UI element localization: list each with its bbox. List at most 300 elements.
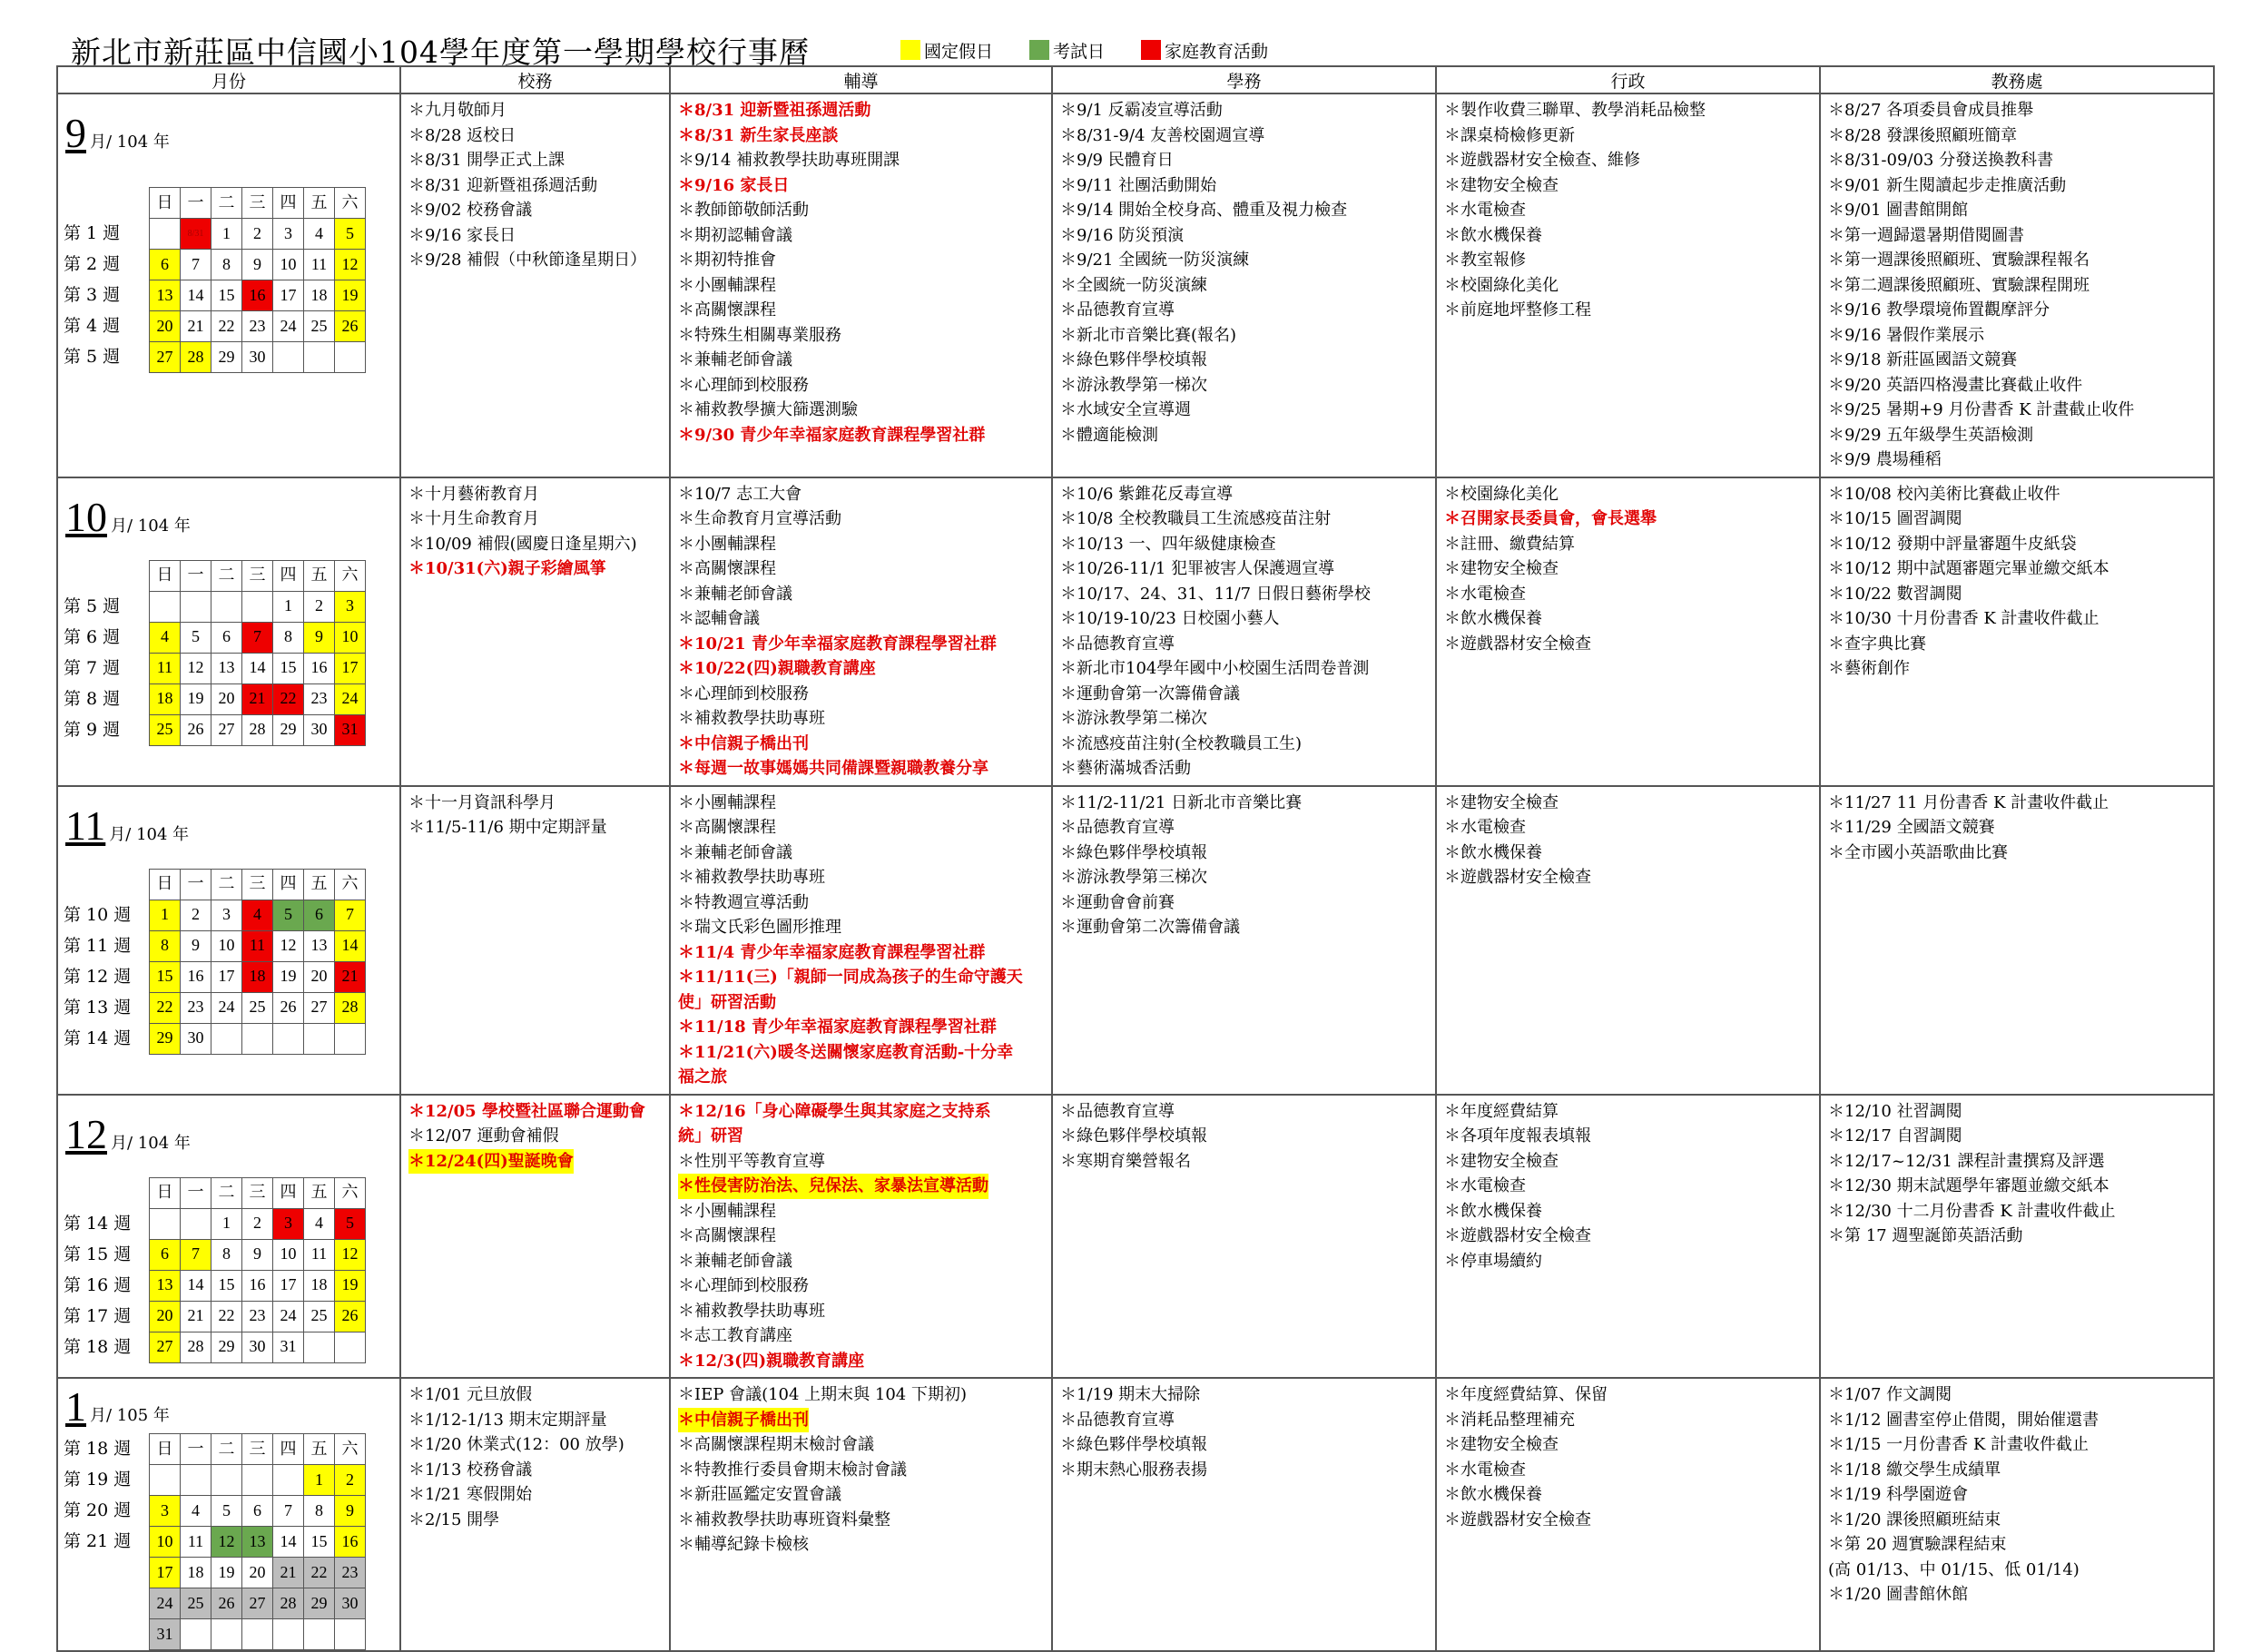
day-cell: 17 — [273, 1270, 304, 1301]
day-cell: 22 — [211, 311, 242, 342]
day-cell: 8 — [273, 622, 304, 653]
day-cell: 14 — [181, 280, 211, 311]
academic-affairs-cell — [1820, 786, 2214, 1095]
week-label: 第 10 週 — [64, 904, 132, 925]
event-item: ＊運動會第一次籌備會議 — [1060, 683, 1240, 703]
day-cell: 15 — [211, 280, 242, 311]
event-item: ＊藝術滿城香活動 — [1060, 759, 1191, 778]
month-row — [57, 477, 2214, 786]
day-cell: 30 — [335, 1588, 366, 1619]
day-cell: 15 — [304, 1527, 335, 1558]
day-cell: 12 — [335, 1239, 366, 1270]
event-item: ＊藝術創作 — [1828, 659, 1910, 678]
event-item: ＊期末熱心服務表揚 — [1060, 1460, 1207, 1480]
event-item: ＊10/7 志工大會 — [678, 484, 802, 504]
weekday-cell: 一 — [181, 1434, 211, 1465]
day-cell — [242, 1023, 273, 1054]
event-item: ＊9/9 農場種稻 — [1828, 450, 1942, 469]
day-cell: 5 — [273, 900, 304, 930]
event-item: ＊游泳教學第二梯次 — [1060, 709, 1207, 728]
mini-calendar — [64, 187, 399, 373]
week-row — [150, 1332, 366, 1362]
administration-cell — [1436, 786, 1820, 1095]
day-cell — [181, 591, 211, 622]
event-item: ＊兼輔老師會議 — [678, 842, 792, 862]
week-label: 第 6 週 — [64, 626, 121, 647]
event-item: ＊高關懷課程 — [678, 559, 776, 578]
event-item: ＊綠色夥伴學校填報 — [1060, 1126, 1207, 1146]
event-item: ＊遊戲器材安全檢查 — [1444, 634, 1591, 654]
event-item: ＊心理師到校服務 — [678, 375, 809, 395]
day-cell: 10 — [150, 1527, 181, 1558]
day-cell: 23 — [242, 1301, 273, 1332]
day-cell: 18 — [150, 683, 181, 714]
legend-label: 考試日 — [1053, 41, 1106, 62]
day-cell: 11 — [304, 1239, 335, 1270]
month-year-label: 月/ 104 年 — [111, 516, 191, 536]
event-item: 使」研習活動 — [678, 992, 776, 1012]
day-cell: 14 — [273, 1527, 304, 1558]
day-cell: 6 — [150, 250, 181, 280]
week-labels — [64, 187, 149, 373]
event-item: ＊補救教學擴大篩選測驗 — [678, 400, 858, 419]
week-row — [150, 1301, 366, 1332]
day-cell: 8/31 — [181, 219, 211, 250]
month-cell — [57, 93, 400, 477]
event-item: ＊1/12 圖書室停止借閱，開始催還書 — [1828, 1410, 2100, 1430]
day-cell — [304, 1023, 335, 1054]
event-item: ＊消耗品整理補充 — [1444, 1410, 1575, 1430]
academic-affairs-cell — [1820, 1378, 2214, 1651]
week-row — [150, 1023, 366, 1054]
day-cell: 23 — [335, 1558, 366, 1588]
week-row — [150, 591, 366, 622]
event-item: ＊8/28 發課後照顧班簡章 — [1828, 125, 2018, 145]
day-cell: 28 — [181, 1332, 211, 1362]
event-item: ＊製作收費三聯單、教學消耗品檢整 — [1444, 101, 1706, 120]
event-item: ＊10/12 發期中評量審題牛皮紙袋 — [1828, 534, 2077, 554]
week-row — [150, 1588, 366, 1619]
event-item: ＊10/6 紫錐花反毒宣導 — [1060, 484, 1234, 504]
event-item: ＊期初認輔會議 — [678, 225, 792, 245]
week-row — [150, 1527, 366, 1558]
weekday-cell: 四 — [273, 560, 304, 591]
week-row — [150, 930, 366, 961]
day-cell: 6 — [304, 900, 335, 930]
event-item: ＊第 17 週聖誕節英語活動 — [1828, 1226, 2023, 1245]
event-item: ＊期初特推會 — [678, 251, 776, 270]
event-item: ＊十月生命教育月 — [408, 509, 539, 528]
event-item: ＊水電檢查 — [1444, 818, 1526, 837]
event-item: ＊全市國小英語歌曲比賽 — [1828, 842, 2008, 862]
event-item: ＊飲水機保養 — [1444, 842, 1542, 862]
week-row — [150, 683, 366, 714]
weekday-cell: 三 — [242, 1177, 273, 1208]
day-cell: 11 — [181, 1527, 211, 1558]
month-header — [65, 495, 399, 540]
header-academic-affairs: 教務處 — [1820, 66, 2214, 93]
weekday-cell: 日 — [150, 869, 181, 900]
day-cell: 7 — [273, 1496, 304, 1527]
event-item: ＊9/16 家長日 — [408, 225, 516, 245]
event-item: ＊志工教育講座 — [678, 1326, 792, 1345]
day-cell: 10 — [211, 930, 242, 961]
academic-affairs-cell — [1820, 1095, 2214, 1379]
event-item: ＊高關懷課程期末檢討會議 — [678, 1435, 874, 1454]
event-item: ＊輔導紀錄卡檢核 — [678, 1535, 809, 1554]
day-cell: 14 — [242, 653, 273, 683]
day-cell: 13 — [150, 1270, 181, 1301]
event-item: ＊1/20 圖書館休館 — [1828, 1585, 1969, 1604]
day-cell: 24 — [335, 683, 366, 714]
month-row — [57, 93, 2214, 477]
event-item: ＊十月藝術教育月 — [408, 484, 539, 504]
event-item: ＊9/21 全國統一防災演練 — [1060, 251, 1250, 270]
day-cell — [242, 1465, 273, 1496]
event-item: ＊11/21(六)暖冬送關懷家庭教育活動-十分幸 — [678, 1042, 1014, 1062]
day-cell: 27 — [150, 342, 181, 373]
event-item: ＊停車場續約 — [1444, 1251, 1542, 1271]
weekday-cell: 二 — [211, 1434, 242, 1465]
event-item: ＊10/08 校內美術比賽截止收件 — [1828, 484, 2060, 504]
calendar-table — [56, 65, 2215, 1652]
event-item: (高 01/13、中 01/15、低 01/14) — [1828, 1559, 2080, 1579]
day-cell: 30 — [242, 1332, 273, 1362]
day-cell — [273, 1023, 304, 1054]
day-cell: 26 — [335, 311, 366, 342]
week-labels — [64, 1433, 149, 1650]
event-item: ＊12/05 學校暨社區聯合運動會 — [408, 1101, 645, 1121]
day-cell: 20 — [150, 1301, 181, 1332]
event-item: ＊全國統一防災演練 — [1060, 275, 1207, 295]
day-cell: 31 — [335, 714, 366, 745]
weekday-header — [150, 1434, 366, 1465]
event-item: ＊11/4 青少年幸福家庭教育課程學習社群 — [678, 942, 986, 962]
week-row — [150, 1208, 366, 1239]
day-cell — [211, 1023, 242, 1054]
event-item: ＊11/18 青少年幸福家庭教育課程學習社群 — [678, 1018, 997, 1037]
day-cell — [150, 219, 181, 250]
day-cell: 30 — [304, 714, 335, 745]
weekday-cell: 四 — [273, 869, 304, 900]
week-label: 第 5 週 — [64, 595, 121, 616]
week-label: 第 8 週 — [64, 688, 121, 709]
legend-swatch — [900, 40, 920, 60]
day-cell: 2 — [304, 591, 335, 622]
event-item: ＊1/19 期末大掃除 — [1060, 1385, 1201, 1404]
event-item: ＊補救教學扶助專班 — [678, 1301, 825, 1321]
event-item: ＊認輔會議 — [678, 609, 760, 628]
day-cell: 26 — [335, 1301, 366, 1332]
event-item: 福之旅 — [678, 1067, 727, 1087]
weekday-cell: 日 — [150, 560, 181, 591]
event-item: ＊游泳教學第一梯次 — [1060, 375, 1207, 395]
day-cell: 13 — [211, 653, 242, 683]
week-row — [150, 280, 366, 311]
event-item: ＊流感疫苗注射(全校教職員工生) — [1060, 733, 1303, 753]
mini-calendar-grid — [149, 1433, 366, 1650]
day-cell: 11 — [242, 930, 273, 961]
weekday-cell: 五 — [304, 1434, 335, 1465]
day-cell: 7 — [181, 1239, 211, 1270]
event-item: ＊第一週課後照顧班、實驗課程報名 — [1828, 251, 2090, 270]
day-cell — [150, 1465, 181, 1496]
event-item: ＊游泳教學第三梯次 — [1060, 868, 1207, 887]
weekday-cell: 五 — [304, 560, 335, 591]
administration-cell — [1436, 477, 1820, 786]
event-item: ＊建物安全檢查 — [1444, 1151, 1559, 1171]
event-item: ＊年度經費結算、保留 — [1444, 1385, 1608, 1404]
week-label: 第 9 週 — [64, 719, 121, 740]
day-cell: 16 — [242, 280, 273, 311]
day-cell: 5 — [335, 1208, 366, 1239]
event-item: ＊1/07 作文調閱 — [1828, 1385, 1952, 1404]
event-item: ＊水電檢查 — [1444, 1460, 1526, 1480]
event-item: ＊水電檢查 — [1444, 584, 1526, 604]
event-item: ＊2/15 開學 — [408, 1509, 500, 1529]
day-cell: 29 — [150, 1023, 181, 1054]
day-cell: 19 — [335, 1270, 366, 1301]
week-row — [150, 250, 366, 280]
weekday-cell: 五 — [304, 869, 335, 900]
day-cell: 8 — [304, 1496, 335, 1527]
day-cell: 27 — [242, 1588, 273, 1619]
event-item: ＊中信親子橋出刊 — [678, 733, 809, 753]
event-item: ＊品德教育宣導 — [1060, 1101, 1175, 1121]
event-item: ＊9/16 暑假作業展示 — [1828, 325, 1985, 345]
week-row — [150, 1239, 366, 1270]
event-item: ＊1/18 繳交學生成績單 — [1828, 1460, 2001, 1480]
event-item: ＊9/11 社團活動開始 — [1060, 175, 1217, 195]
week-row — [150, 219, 366, 250]
counseling-cell — [670, 1378, 1052, 1651]
day-cell: 14 — [181, 1270, 211, 1301]
event-item: ＊11/2-11/21 日新北市音樂比賽 — [1060, 792, 1303, 812]
counseling-cell — [670, 93, 1052, 477]
day-cell: 30 — [242, 342, 273, 373]
week-label-spacer — [64, 187, 149, 218]
month-header — [65, 803, 399, 849]
day-cell: 8 — [211, 1239, 242, 1270]
event-item: ＊品德教育宣導 — [1060, 1410, 1175, 1430]
event-item: ＊11/11(三)「親師一同成為孩子的生命守護天 — [678, 968, 1023, 987]
event-item: ＊課桌椅檢修更新 — [1444, 125, 1575, 145]
school-affairs-cell — [400, 1378, 670, 1651]
day-cell — [211, 1619, 242, 1650]
event-item: ＊新莊區鑑定安置會議 — [678, 1485, 841, 1504]
event-item: ＊特教週宣導活動 — [678, 892, 809, 912]
weekday-cell: 一 — [181, 560, 211, 591]
event-item: ＊性侵害防治法、兒保法、家暴法宣導活動 — [678, 1174, 988, 1199]
day-cell: 1 — [150, 900, 181, 930]
week-label: 第 12 週 — [64, 966, 132, 987]
event-item: ＊心理師到校服務 — [678, 1276, 809, 1295]
day-cell — [335, 342, 366, 373]
student-affairs-cell — [1052, 477, 1436, 786]
day-cell: 21 — [335, 961, 366, 992]
event-item: ＊12/24(四)聖誕晚會 — [408, 1149, 574, 1175]
administration-cell — [1436, 1095, 1820, 1379]
event-item: ＊召開家長委員會，會長選舉 — [1444, 509, 1657, 528]
event-item: ＊體適能檢測 — [1060, 425, 1158, 445]
day-cell: 27 — [211, 714, 242, 745]
event-item: ＊12/17~12/31 課程計畫撰寫及評選 — [1828, 1151, 2105, 1171]
day-cell: 25 — [304, 1301, 335, 1332]
mini-calendar-grid — [149, 187, 366, 373]
event-item: ＊查字典比賽 — [1828, 634, 1926, 654]
day-cell: 6 — [242, 1496, 273, 1527]
event-item: ＊性別平等教育宣導 — [678, 1151, 825, 1171]
month-row — [57, 1378, 2214, 1651]
event-item: ＊9/01 圖書館開館 — [1828, 201, 1969, 220]
weekday-cell: 三 — [242, 560, 273, 591]
event-item: ＊高關懷課程 — [678, 300, 776, 320]
school-affairs-cell — [400, 93, 670, 477]
event-item: ＊遊戲器材安全檢查 — [1444, 1509, 1591, 1529]
event-item: ＊補救教學扶助專班 — [678, 709, 825, 728]
month-year-label: 月/ 105 年 — [90, 1406, 170, 1425]
month-cell — [57, 786, 400, 1095]
week-label: 第 16 週 — [64, 1274, 132, 1295]
day-cell: 7 — [242, 622, 273, 653]
month-row — [57, 786, 2214, 1095]
event-item: ＊建物安全檢查 — [1444, 792, 1559, 812]
event-item: ＊品德教育宣導 — [1060, 634, 1175, 654]
week-label-spacer — [64, 1177, 149, 1208]
week-row — [150, 900, 366, 930]
weekday-cell: 六 — [335, 1177, 366, 1208]
day-cell: 12 — [335, 250, 366, 280]
weekday-cell: 二 — [211, 560, 242, 591]
day-cell: 18 — [304, 280, 335, 311]
event-item: ＊1/20 休業式(12：00 放學) — [408, 1435, 624, 1454]
event-item: ＊第 20 週實驗課程結束 — [1828, 1535, 2007, 1554]
weekday-cell: 一 — [181, 1177, 211, 1208]
event-item: ＊飲水機保養 — [1444, 609, 1542, 628]
day-cell: 16 — [181, 961, 211, 992]
event-item: ＊12/10 社習調閱 — [1828, 1101, 1962, 1121]
event-item: ＊9/20 英語四格漫畫比賽截止收件 — [1828, 375, 2083, 395]
day-cell: 25 — [304, 311, 335, 342]
event-item: ＊10/13 一、四年級健康檢查 — [1060, 534, 1276, 554]
day-cell: 21 — [181, 1301, 211, 1332]
event-item: ＊校園綠化美化 — [1444, 484, 1559, 504]
week-label: 第 3 週 — [64, 285, 121, 305]
event-item: ＊9/30 青少年幸福家庭教育課程學習社群 — [678, 425, 986, 445]
day-cell: 7 — [335, 900, 366, 930]
day-cell: 15 — [150, 961, 181, 992]
school-affairs-cell — [400, 477, 670, 786]
event-item: ＊8/31 新生家長座談 — [678, 125, 839, 145]
event-item: ＊10/30 十月份書香 K 計畫收件截止 — [1828, 609, 2100, 628]
event-item: ＊年度經費結算 — [1444, 1101, 1559, 1121]
event-item: ＊小團輔課程 — [678, 1201, 776, 1221]
day-cell: 3 — [273, 1208, 304, 1239]
day-cell: 29 — [211, 1332, 242, 1362]
day-cell: 9 — [242, 250, 273, 280]
event-item: ＊10/31(六)親子彩繪風箏 — [408, 559, 606, 578]
day-cell: 12 — [181, 653, 211, 683]
day-cell: 21 — [181, 311, 211, 342]
event-item: ＊8/31-09/03 分發送換教科書 — [1828, 151, 2054, 170]
day-cell: 10 — [273, 250, 304, 280]
weekday-cell: 日 — [150, 188, 181, 219]
event-item: ＊10/19-10/23 日校園小藝人 — [1060, 609, 1280, 628]
event-item: ＊瑞文氏彩色圖形推理 — [678, 918, 841, 937]
event-item: ＊品德教育宣導 — [1060, 300, 1175, 320]
header-school-affairs: 校務 — [400, 66, 670, 93]
student-affairs-cell — [1052, 1095, 1436, 1379]
month-year-label: 月/ 104 年 — [109, 824, 190, 844]
day-cell: 15 — [273, 653, 304, 683]
day-cell: 5 — [335, 219, 366, 250]
header-month: 月份 — [57, 66, 400, 93]
day-cell: 29 — [273, 714, 304, 745]
week-row — [150, 622, 366, 653]
day-cell: 9 — [181, 930, 211, 961]
header-student-affairs: 學務 — [1052, 66, 1436, 93]
weekday-header — [150, 1177, 366, 1208]
administration-cell — [1436, 93, 1820, 477]
event-item: ＊小團輔課程 — [678, 275, 776, 295]
event-item: ＊9/14 開始全校身高、體重及視力檢查 — [1060, 201, 1348, 220]
event-item: ＊特殊生相關專業服務 — [678, 325, 841, 345]
event-item: ＊9/14 補救教學扶助專班開課 — [678, 151, 900, 170]
event-item: ＊小團輔課程 — [678, 792, 776, 812]
day-cell: 20 — [304, 961, 335, 992]
weekday-cell: 二 — [211, 869, 242, 900]
day-cell: 9 — [304, 622, 335, 653]
weekday-cell: 一 — [181, 869, 211, 900]
event-item: ＊9/1 反霸凌宣導活動 — [1060, 101, 1223, 120]
day-cell: 6 — [150, 1239, 181, 1270]
legend-swatch — [1029, 40, 1049, 60]
week-labels — [64, 869, 149, 1055]
header-administration: 行政 — [1436, 66, 1820, 93]
event-item: ＊8/31 迎新暨祖孫週活動 — [678, 101, 871, 120]
event-item: ＊9/28 補假（中秋節逢星期日） — [408, 251, 647, 270]
day-cell: 21 — [242, 683, 273, 714]
weekday-cell: 二 — [211, 1177, 242, 1208]
weekday-cell: 六 — [335, 560, 366, 591]
day-cell: 2 — [242, 219, 273, 250]
month-number: 10 — [65, 493, 107, 540]
school-affairs-cell — [400, 1095, 670, 1379]
day-cell — [211, 1465, 242, 1496]
day-cell: 20 — [242, 1558, 273, 1588]
weekday-cell: 日 — [150, 1434, 181, 1465]
day-cell: 22 — [304, 1558, 335, 1588]
day-cell: 19 — [335, 280, 366, 311]
day-cell: 9 — [242, 1239, 273, 1270]
day-cell: 13 — [304, 930, 335, 961]
day-cell: 31 — [150, 1619, 181, 1650]
event-item: ＊十一月資訊科學月 — [408, 792, 556, 812]
mini-calendar — [64, 1433, 399, 1650]
month-number: 1 — [65, 1383, 86, 1430]
day-cell: 19 — [211, 1558, 242, 1588]
day-cell: 28 — [181, 342, 211, 373]
month-number: 9 — [65, 110, 86, 156]
day-cell: 23 — [304, 683, 335, 714]
day-cell: 17 — [211, 961, 242, 992]
legend-label: 家庭教育活動 — [1165, 41, 1269, 62]
day-cell: 5 — [211, 1496, 242, 1527]
day-cell: 4 — [242, 900, 273, 930]
event-item: ＊11/5-11/6 期中定期評量 — [408, 818, 607, 837]
event-item: ＊寒期育樂營報名 — [1060, 1151, 1191, 1171]
event-item: ＊10/22(四)親職教育講座 — [678, 659, 876, 678]
